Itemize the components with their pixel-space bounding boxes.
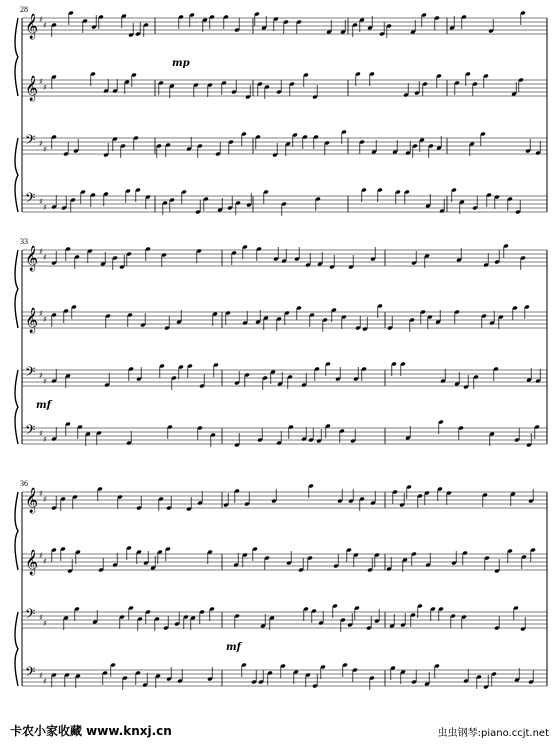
system-2 <box>15 237 547 447</box>
brace-icon <box>15 138 18 212</box>
bass-clef-icon: 𝄢 <box>25 664 36 683</box>
brace-icon <box>15 370 18 444</box>
sharp-icon: ♯ <box>39 551 43 560</box>
staff-4 <box>22 663 547 690</box>
sharp-icon: ♯ <box>39 247 43 256</box>
footer-right-watermark: 虫虫钢琴:piano.ccjt.net <box>437 728 549 739</box>
staff-4 <box>22 420 547 448</box>
sharp-icon: ♯ <box>39 197 43 206</box>
bass-clef-icon: 𝄢 <box>25 364 36 383</box>
sharp-icon: ♯ <box>43 619 47 628</box>
staff-2 <box>22 546 547 575</box>
sharp-icon: ♯ <box>43 495 47 504</box>
sharp-icon: ♯ <box>43 203 47 212</box>
notes <box>51 546 536 574</box>
dynamic-mark: mf <box>36 400 51 411</box>
bass-clef-icon: 𝄢 <box>25 422 36 441</box>
treble-clef-icon: 𝄞 <box>25 246 39 271</box>
treble-clef-icon: 𝄞 <box>25 14 39 39</box>
sharp-icon: ♯ <box>39 613 43 622</box>
sharp-icon: ♯ <box>39 429 43 438</box>
staff-3 <box>22 604 547 632</box>
treble-clef-icon: 𝄞 <box>25 550 39 575</box>
sharp-icon: ♯ <box>39 309 43 318</box>
footer-left-watermark: 卡农小家收藏 www.knxj.cn <box>10 724 172 738</box>
staff-1 <box>22 244 547 271</box>
treble-clef-icon: 𝄞 <box>25 308 39 333</box>
sharp-icon: ♯ <box>43 315 47 324</box>
brace-icon <box>15 250 18 328</box>
staff-2 <box>22 72 547 101</box>
measure-number: 33 <box>20 237 28 246</box>
staff-1 <box>22 11 547 39</box>
staff-3 <box>22 130 547 158</box>
notes <box>51 484 534 512</box>
brace-icon <box>15 612 18 686</box>
measure-number: 28 <box>20 5 28 14</box>
brace-icon <box>15 18 18 96</box>
sharp-icon: ♯ <box>39 371 43 380</box>
sharp-icon: ♯ <box>43 677 47 686</box>
notes <box>51 72 524 100</box>
notes <box>51 420 540 448</box>
sharp-icon: ♯ <box>43 377 47 386</box>
measure-number: 36 <box>20 479 28 488</box>
bass-clef-icon: 𝄢 <box>25 190 36 209</box>
dynamic-mark: mp <box>172 58 190 69</box>
sharp-icon: ♯ <box>43 253 47 262</box>
sharp-icon: ♯ <box>43 557 47 566</box>
dynamic-mark: mf <box>226 642 241 653</box>
sharp-icon: ♯ <box>39 77 43 86</box>
brace-icon <box>15 492 18 570</box>
sharp-icon: ♯ <box>39 671 43 680</box>
staff-1 <box>22 484 547 513</box>
sharp-icon: ♯ <box>39 15 43 24</box>
sharp-icon: ♯ <box>43 83 47 92</box>
sharp-icon: ♯ <box>43 435 47 444</box>
bass-clef-icon: 𝄢 <box>25 132 36 151</box>
staff-2 <box>22 304 547 333</box>
sharp-icon: ♯ <box>43 21 47 30</box>
staff-3 <box>22 362 547 390</box>
treble-clef-icon: 𝄞 <box>25 76 39 101</box>
system-1 <box>15 5 547 216</box>
bass-clef-icon: 𝄢 <box>25 606 36 625</box>
treble-clef-icon: 𝄞 <box>25 488 39 513</box>
sharp-icon: ♯ <box>39 139 43 148</box>
staff-4 <box>22 188 547 216</box>
sharp-icon: ♯ <box>43 145 47 154</box>
sharp-icon: ♯ <box>39 489 43 498</box>
system-3 <box>15 479 547 690</box>
